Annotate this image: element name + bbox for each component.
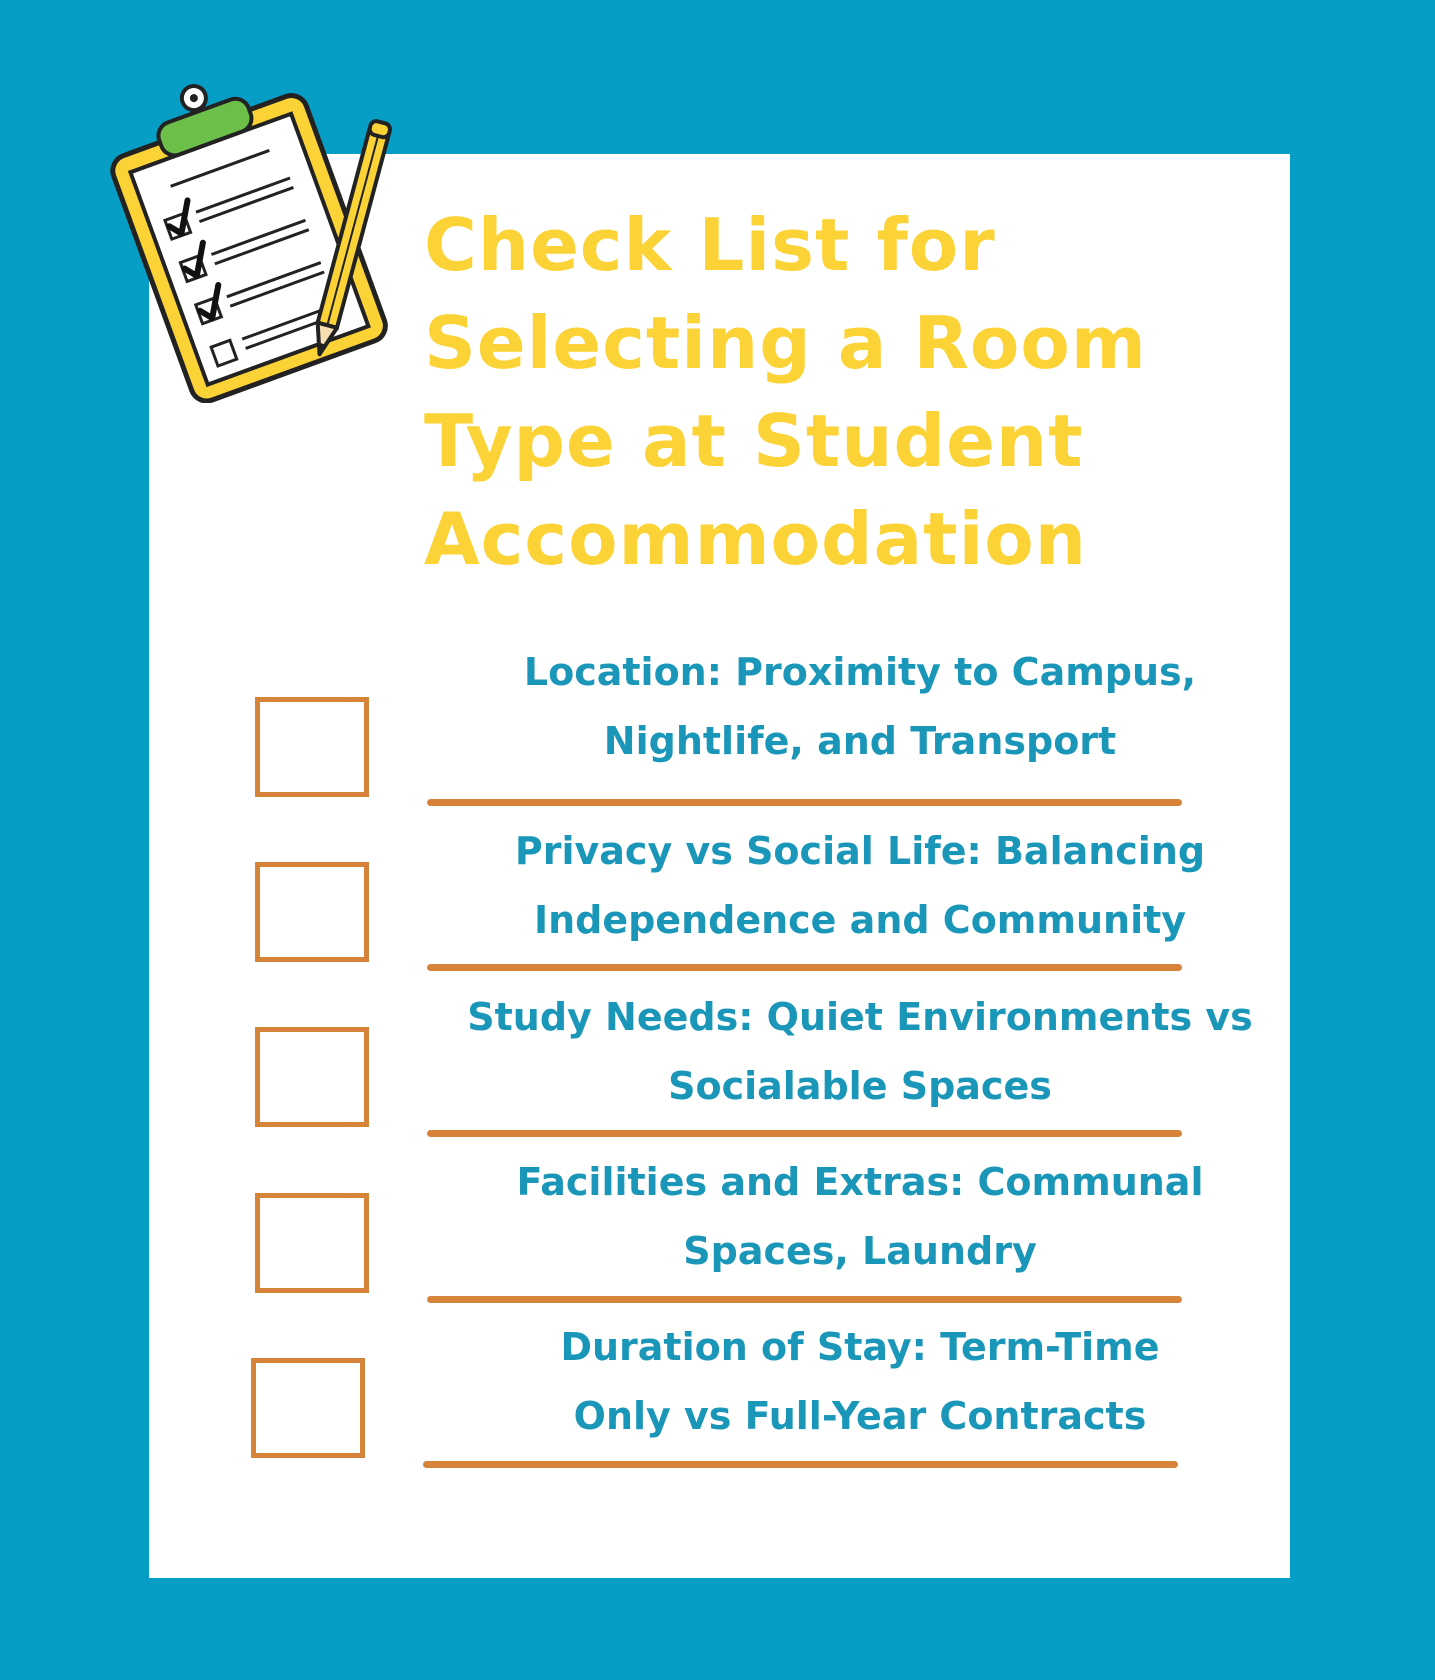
checkbox-study-needs[interactable]: [255, 1027, 369, 1127]
list-item-line-1: Location: Proximity to Campus,: [523, 650, 1197, 694]
checkbox-duration[interactable]: [251, 1358, 365, 1458]
list-item-privacy: [430, 817, 1290, 955]
checkbox-location[interactable]: [255, 697, 369, 797]
list-item-line-1: Facilities and Extras: Communal: [516, 1160, 1204, 1204]
title-line-4: Accommodation: [424, 497, 1088, 581]
title-line-3: Type at Student: [424, 399, 1084, 483]
item-divider: [427, 799, 1182, 806]
list-item-line-2: Socialable Spaces: [668, 1064, 1052, 1108]
list-item-line-1: Duration of Stay: Term-Time: [560, 1325, 1160, 1369]
item-divider: [423, 1461, 1178, 1468]
item-divider: [427, 1296, 1182, 1303]
list-item-line-2: Independence and Community: [533, 898, 1187, 942]
list-item-line-1: Privacy vs Social Life: Balancing: [514, 829, 1206, 873]
list-item-line-2: Only vs Full-Year Contracts: [573, 1394, 1147, 1438]
list-item-line-2: Nightlife, and Transport: [603, 719, 1117, 763]
checkbox-privacy[interactable]: [255, 862, 369, 962]
title-line-1: Check List for: [424, 203, 996, 287]
page-title: [424, 196, 1244, 588]
checkbox-facilities[interactable]: [255, 1193, 369, 1293]
list-item-line-1: Study Needs: Quiet Environments vs: [467, 995, 1253, 1039]
list-item-line-2: Spaces, Laundry: [683, 1229, 1037, 1273]
clipboard-checklist-icon: [98, 58, 398, 403]
list-item-study-needs: [430, 983, 1290, 1121]
title-line-2: Selecting a Room: [424, 301, 1147, 385]
item-divider: [427, 964, 1182, 971]
list-item-location: [430, 638, 1290, 776]
item-divider: [427, 1130, 1182, 1137]
list-item-facilities: [430, 1148, 1290, 1286]
list-item-duration: [430, 1313, 1290, 1451]
